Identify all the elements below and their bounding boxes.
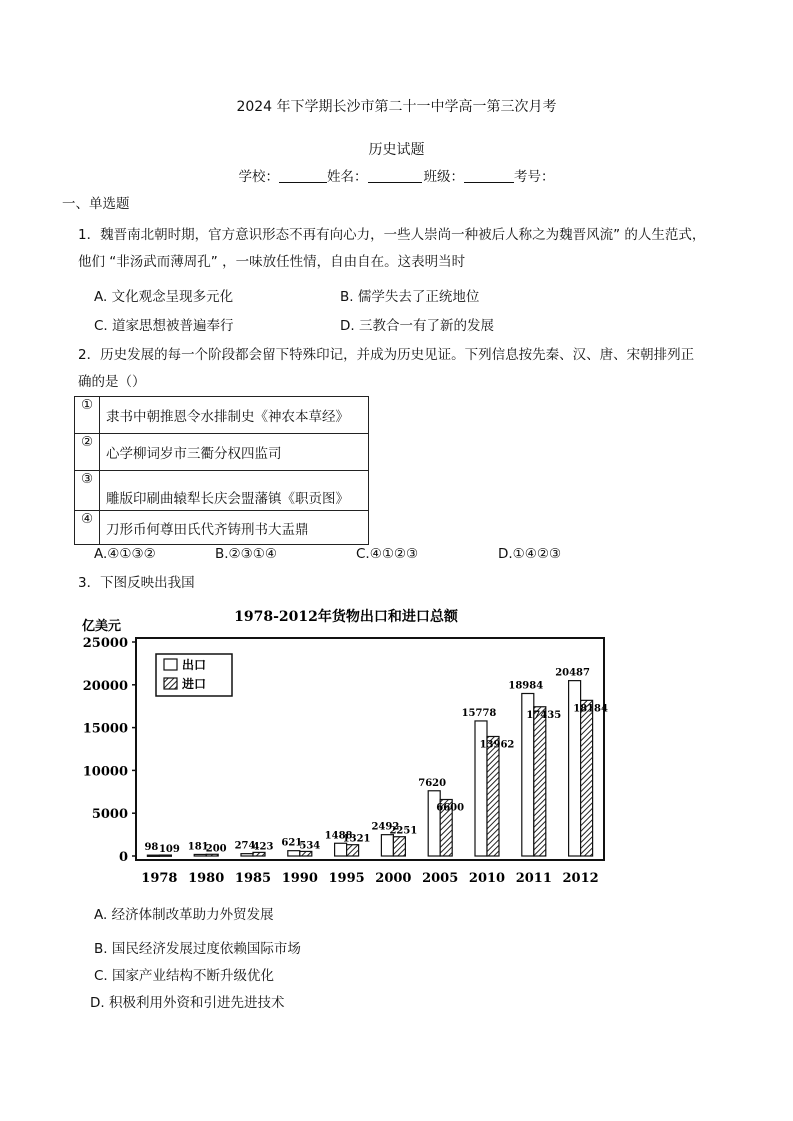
- row-text: 雕版印刷曲辕犁长庆会盟藩镇《职贡图》: [100, 471, 369, 511]
- q2-stem-line2: 确的是（）: [78, 374, 146, 390]
- legend-swatch-import: [164, 678, 177, 689]
- y-axis-label: 亿美元: [82, 619, 122, 634]
- class-blank[interactable]: [464, 168, 514, 183]
- data-label-import: 6600: [436, 802, 465, 814]
- legend-label-export: 出口: [182, 658, 207, 672]
- q1-option-d[interactable]: D. 三教合一有了新的发展: [340, 318, 494, 334]
- data-label-import: 109: [158, 844, 180, 856]
- name-label: 姓名：: [327, 169, 368, 185]
- row-number: ①: [75, 397, 100, 434]
- x-tick-label: 1978: [141, 871, 178, 886]
- x-tick-label: 2000: [375, 871, 412, 886]
- data-label-import: 1321: [342, 833, 371, 845]
- data-label-import: 2251: [389, 825, 418, 837]
- bar-import: [253, 852, 265, 856]
- data-label-export: 1488: [324, 830, 353, 842]
- x-tick-label: 2011: [515, 871, 552, 886]
- q1-stem-line2: 他们 “非汤武而薄周孔” ，一味放任性情，自由自在。这表明当时: [78, 254, 466, 270]
- data-label-export: 2492: [371, 821, 400, 833]
- data-label-export: 98: [144, 842, 159, 854]
- name-blank[interactable]: [368, 168, 422, 183]
- y-tick-label: 5000: [91, 807, 128, 823]
- y-tick-label: 20000: [82, 678, 128, 694]
- data-label-export: 18984: [508, 680, 544, 692]
- data-label-import: 423: [252, 841, 274, 853]
- table-row: [75, 434, 369, 471]
- y-tick-label: 0: [118, 850, 128, 865]
- bar-import: [487, 736, 499, 856]
- id-label: 考号：: [514, 169, 555, 185]
- x-tick-label: 2010: [468, 871, 506, 886]
- q3-option-a[interactable]: A. 经济体制改革助力外贸发展: [94, 907, 274, 923]
- legend-label-import: 进口: [182, 677, 207, 691]
- q2-option-c[interactable]: C.④①②③: [356, 546, 419, 562]
- section-title: 一、单选题: [62, 196, 130, 212]
- q3-option-b[interactable]: B. 国民经济发展过度依赖国际市场: [94, 941, 301, 957]
- bar-export: [288, 851, 300, 856]
- trade-chart: [76, 600, 621, 894]
- data-label-export: 621: [281, 837, 303, 849]
- row-text: 刀形币何尊田氏代齐铸刑书大盂鼎: [100, 511, 369, 545]
- chart-legend: [156, 654, 232, 696]
- q3-option-c[interactable]: C. 国家产业结构不断升级优化: [94, 968, 275, 984]
- bar-import: [300, 851, 312, 856]
- bar-import: [206, 854, 218, 856]
- class-label: 班级：: [423, 169, 464, 185]
- chart-title: 1978-2012年货物出口和进口总额: [234, 609, 458, 625]
- q2-stem-line1: 2．历史发展的每一个阶段都会留下特殊印记，并成为历史见证。下列信息按先秦、汉、唐、宋朝排列正: [78, 347, 695, 363]
- q1-option-b[interactable]: B. 儒学失去了正统地位: [340, 289, 480, 305]
- table-row: [75, 397, 369, 434]
- bar-export: [335, 843, 347, 856]
- bar-import: [393, 837, 405, 856]
- y-tick-label: 10000: [82, 764, 128, 780]
- q3-stem: 3．下图反映出我国: [78, 575, 195, 591]
- x-tick-label: 1990: [281, 871, 318, 886]
- school-blank[interactable]: [279, 168, 327, 183]
- q1-stem-line1: 1．魏晋南北朝时期，官方意识形态不再有向心力，一些人崇尚一种被后人称之为魏晋风流” 的人生范式，: [78, 227, 706, 243]
- q2-option-b[interactable]: B.②③①④: [215, 546, 277, 562]
- school-label: 学校：: [238, 169, 279, 185]
- data-label-import: 200: [205, 843, 227, 855]
- bar-export: [147, 855, 159, 856]
- x-tick-label: 1995: [328, 871, 365, 886]
- bar-import: [159, 855, 171, 856]
- data-label-export: 274: [234, 840, 256, 852]
- bar-import: [581, 700, 593, 856]
- data-label-import: 18184: [573, 703, 608, 715]
- q2-option-d[interactable]: D.①④②③: [498, 546, 562, 562]
- bar-export: [428, 791, 440, 856]
- row-text: 心学柳词岁市三衢分权四监司: [100, 434, 369, 471]
- exam-title: 2024 年下学期长沙市第二十一中学高一第三次月考: [236, 99, 557, 115]
- data-label-export: 181: [187, 841, 209, 853]
- x-tick-label: 2012: [562, 871, 599, 886]
- bar-export: [241, 854, 253, 856]
- row-number: ③: [75, 471, 100, 511]
- x-tick-label: 2005: [422, 871, 459, 886]
- data-label-import: 13962: [479, 739, 515, 751]
- q1-option-c[interactable]: C. 道家思想被普遍奉行: [94, 318, 234, 334]
- bar-import: [534, 707, 546, 856]
- q3-option-d[interactable]: D. 积极利用外资和引进先进技术: [90, 995, 285, 1011]
- y-tick-label: 15000: [82, 721, 128, 737]
- trade-bar-chart: [76, 600, 621, 890]
- row-text: 隶书中朝推恩令水排制史《神农本草经》: [100, 397, 369, 434]
- row-number: ②: [75, 434, 100, 471]
- legend-swatch-export: [164, 659, 177, 670]
- q2-option-a[interactable]: A.④①③②: [94, 546, 156, 562]
- q1-option-a[interactable]: A. 文化观念呈现多元化: [94, 289, 234, 305]
- data-label-export: 20487: [555, 667, 590, 679]
- data-label-export: 7620: [418, 777, 447, 789]
- x-tick-label: 1980: [188, 871, 225, 886]
- data-label-import: 17435: [526, 709, 562, 721]
- bar-export: [381, 835, 393, 856]
- row-number: ④: [75, 511, 100, 545]
- table-row: [75, 471, 369, 511]
- student-info-row: [0, 165, 793, 185]
- bar-export: [194, 854, 206, 856]
- x-tick-label: 1985: [234, 871, 272, 886]
- q2-info-table: [74, 396, 369, 545]
- data-label-import: 534: [299, 840, 321, 852]
- data-label-export: 15778: [461, 707, 497, 719]
- bar-import: [347, 845, 359, 856]
- table-row: [75, 511, 369, 545]
- exam-subject: 历史试题: [368, 142, 425, 158]
- y-tick-label: 25000: [82, 636, 128, 651]
